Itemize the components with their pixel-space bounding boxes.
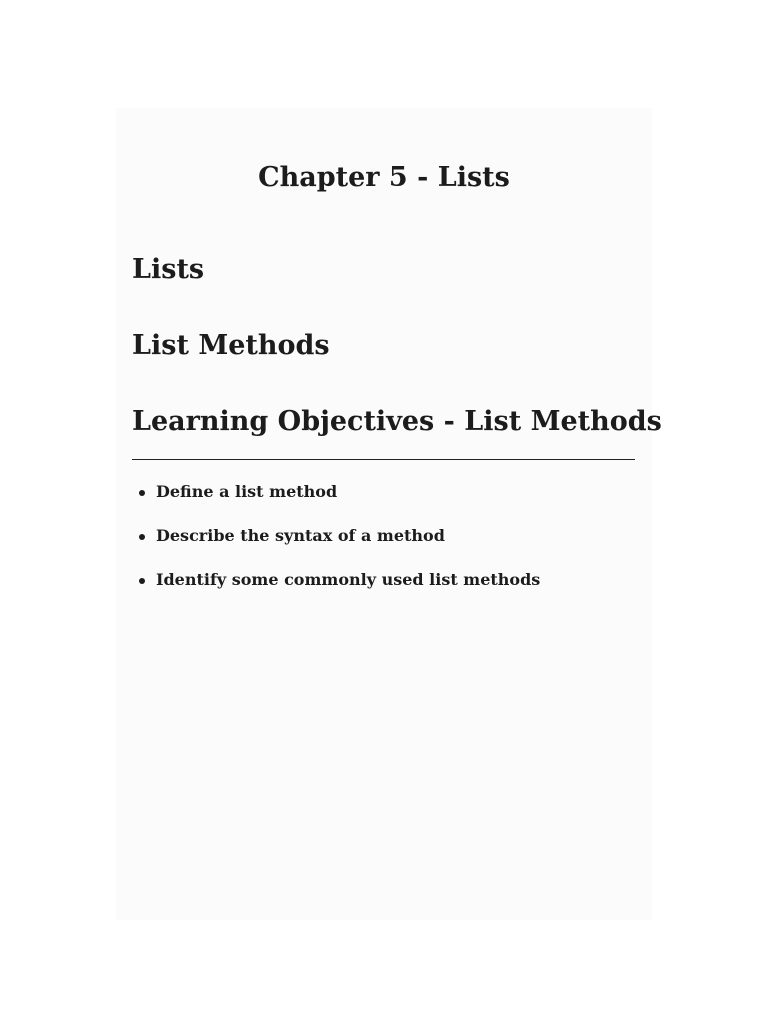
list-item bbox=[132, 480, 540, 524]
bullet-icon bbox=[139, 578, 145, 584]
objective-text: Define a list method bbox=[156, 482, 338, 501]
bullet-icon bbox=[139, 490, 145, 496]
section-heading-lists: Lists bbox=[132, 254, 205, 285]
objectives-list bbox=[132, 480, 540, 612]
objective-text: Describe the syntax of a method bbox=[156, 526, 445, 545]
bullet-icon bbox=[139, 534, 145, 540]
section-heading-learning-objectives: Learning Objectives - List Methods bbox=[132, 406, 662, 437]
objective-text: Identify some commonly used list methods bbox=[156, 570, 541, 589]
document-page bbox=[116, 108, 662, 920]
chapter-title: Chapter 5 - Lists bbox=[258, 162, 510, 193]
list-item bbox=[132, 568, 540, 612]
section-heading-list-methods: List Methods bbox=[132, 330, 330, 361]
list-item bbox=[132, 524, 540, 568]
horizontal-rule bbox=[132, 459, 635, 460]
